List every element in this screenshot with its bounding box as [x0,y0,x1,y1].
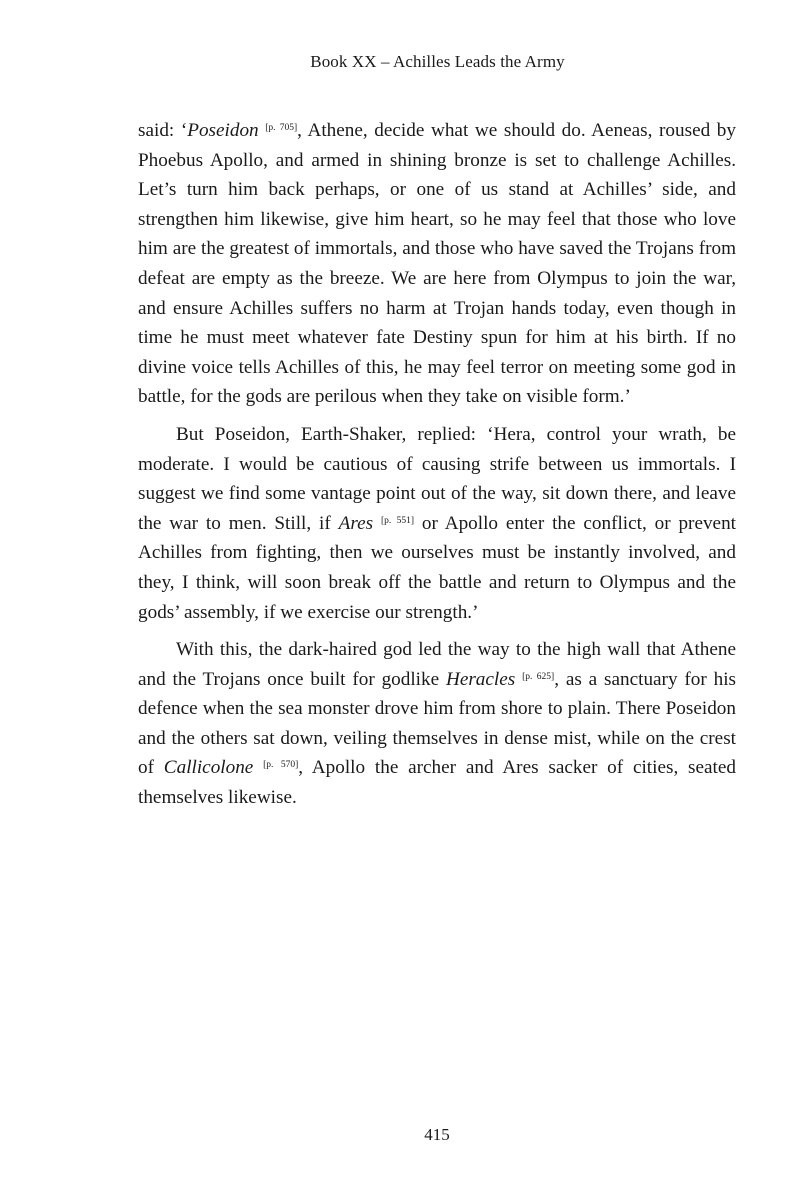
text-run: With this, the dark-haired god led the way to the high wall that Athene and the Trojans once built for godlike [138,639,736,690]
text-run: said: ‘ [138,120,188,141]
text-run: But Poseidon, Earth-Shaker, replied: ‘Hera, control your wrath, be moderate. I would be cautious of causing strife between us immortals. I suggest we find some vantage point out of the way, sit down there, and leave the war to men. Still, if [138,423,736,534]
text-run: or Apollo enter the conflict, or prevent Achilles from fighting, then we ourselves must be instantly involved, and they, I think, will soon break off the battle and return to Olympus and the gods’ assembly, if we exercise our strength.’ [138,512,736,623]
text-run: , Athene, decide what we should do. Aeneas, roused by Phoebus Apollo, and armed in shining bronze is set to challenge Achilles. Let’s turn him back perhaps, or one of us stand at Achilles’ side, and strengthen him likewise, give him heart, so he may feel that those who love him are the greatest of immortals, and those who have saved the Trojans from defeat are empty as the breeze. We are here from Olympus to join the war, and ensure Achilles suffers no harm at Trojan hands today, even though in time he must meet whatever fate Destiny spun for him at his birth. If no divine voice tells Achilles of this, he may feel terror on meeting some god in battle, for the gods are perilous when they take on visible form.’ [138,120,736,408]
paragraph [138,635,736,813]
paragraph [138,116,736,412]
page-reference[interactable]: [p. 705] [265,123,298,133]
text-run: , Apollo the archer and Ares sacker of cities, seated themselves likewise. [138,757,736,809]
name-link[interactable]: Poseidon [187,120,259,141]
name-link[interactable]: Ares [338,512,374,534]
page-reference[interactable]: [p. 570] [263,760,299,771]
main-text [138,116,736,821]
name-link[interactable]: Heracles [445,668,516,690]
name-link[interactable]: Callicolone [163,757,254,779]
page-number: 415 [424,1125,450,1144]
page-reference[interactable]: [p. 551] [380,515,415,526]
running-title: Book XX – Achilles Leads the Army [310,52,565,71]
text-run: , as a sanctuary for his defence when the sea monster drove him from shore to plain. There Poseidon and the others sat down, veiling themselves in dense mist, while on the crest of [138,668,736,779]
paragraph [138,420,736,627]
page-reference[interactable]: [p. 625] [522,671,555,682]
